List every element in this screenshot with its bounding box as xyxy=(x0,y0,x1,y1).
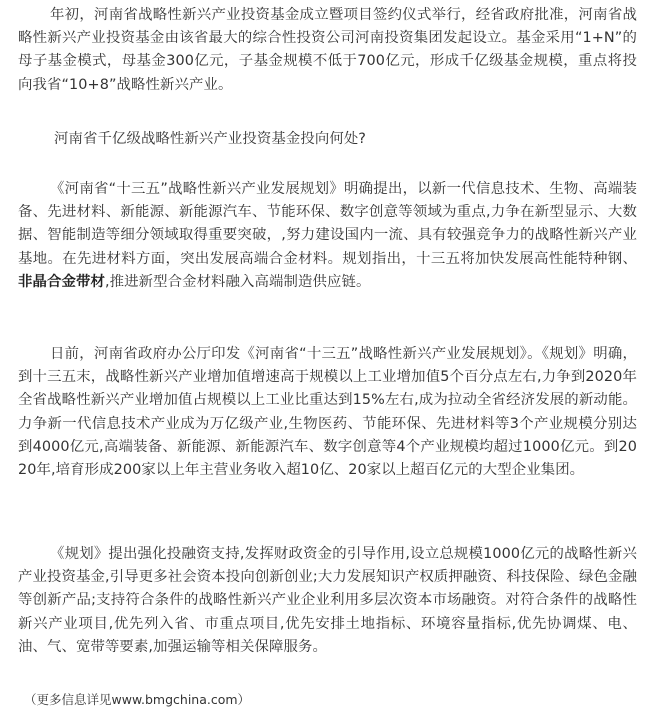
paragraph-question-heading: 河南省千亿级战略性新兴产业投资基金投向何处? xyxy=(54,131,367,147)
paragraph-plan-targets: 日前，河南省政府办公厅印发《河南省“十三五”战略性新兴产业发展规划》。《规划》明确，到十三五末，战略性新兴产业增加值增速高于规模以上工业增加值5个百分点左右,力争到2020年全省战略性新兴产业增加值占规模以上工业比重达到15%左右,成为拉动全省经济发展的新动能。力争新一代信息技术产业成为万亿级产业,生物医药、节能环保、先进材料等3个产业规模分别达到4000亿元,高端装备、新能源、新能源汽车、数字创意等4个产业规模均超过1000亿元。到2020年,培育形成200家以上年主营业务收入超10亿、20家以上超百亿元的大型企业集团。 xyxy=(18,346,637,479)
amorphous-alloy-strip-emphasis: 非晶合金带材 xyxy=(18,273,105,290)
plan-text-after: ,推进新型合金材料融入高端制造供应链。 xyxy=(104,273,371,290)
paragraph-development-plan xyxy=(0,178,651,294)
paragraph-fund-establishment: 年初，河南省战略性新兴产业投资基金成立暨项目签约仪式举行，经省政府批准，河南省战略性新兴产业投资基金由该省最大的综合性投资公司河南投资集团发起设立。基金采用“1+N”的母子基金模式，母基金300亿元，子基金规模不低于700亿元，形成千亿级基金规模，重点将投向我省“10+8”战略性新兴产业。 xyxy=(18,7,637,93)
paragraph-financing-support: 《规划》提出强化投融资支持,发挥财政资金的引导作用,设立总规模1000亿元的战略性新兴产业投资基金,引导更多社会资本投向创新创业;大力发展知识产权质押融资、科技保险、绿色金融等创新产品;支持符合条件的战略性新兴产业企业利用多层次资本市场融资。对符合条件的战略性新兴产业项目,优先列入省、市重点项目,优先安排土地指标、环境容量指标,优先协调煤、电、油、气、宽带等要素,加强运输等相关保障服务。 xyxy=(18,546,637,655)
source-note: （更多信息详见www.bmgchina.com） xyxy=(24,692,251,707)
plan-text-before: 《河南省“十三五”战略性新兴产业发展规划》明确提出，以新一代信息技术、生物、高端装备、先进材料、新能源、新能源汽车、节能环保、数字创意等领域为重点,力争在新型显示、大数据、智能制造等细分领域取得重要突破，,努力建设国内一流、具有较强竞争力的战略性新兴产业基地。在先进材料方面，突出发展高端合金材料。规划指出，十三五将加快发展高性能特种钢、 xyxy=(18,181,637,267)
